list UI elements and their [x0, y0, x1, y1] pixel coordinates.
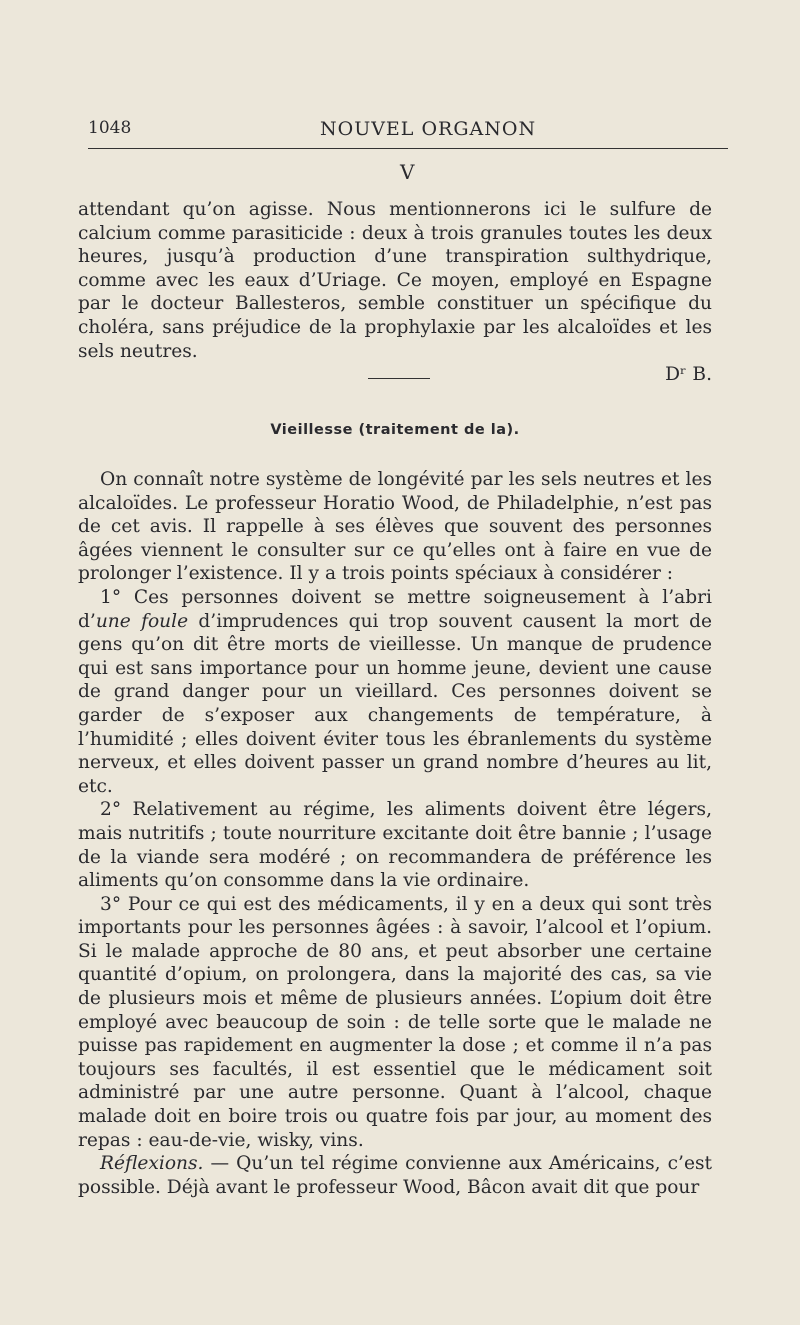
article-body	[78, 468, 712, 1199]
reflexions-label: Réflexions.	[100, 1153, 204, 1175]
continued-text	[78, 198, 712, 387]
author-signature: Dʳ B.	[665, 364, 712, 386]
reflexions-text: — Qu’un tel régime convienne aux Américains, c’est possible. Déjà avant le professeur Wood, Bâcon avait dit que pour	[78, 1153, 712, 1198]
article-heading: Vieillesse (traitement de la).	[270, 422, 520, 438]
point-1-text-start: 1° Ces personnes doivent se mettre soigneusement à l’abri d’	[78, 586, 712, 632]
intro-paragraph: On connaît notre système de longévité par les sels neutres et les alcaloïdes. Le professeur Horatio Wood, de Philadelphie, n’est pas de cet avis. Il rappelle à ses élèves que souvent des personnes âgées viennent le consulter sur ce qu’elles ont à faire en vue de prolonger l’existence. Il y a trois points spéciaux à considérer :	[78, 469, 712, 585]
point-1-paragraph	[78, 586, 712, 798]
point-3-paragraph: 3° Pour ce qui est des médicaments, il y en a deux qui sont très importants pour les personnes âgées : à savoir, l’alcool et l’opium. Si le malade approche de 80 ans, et peut absorber une certaine quantité d’opium, on prolongera, dans la majorité des cas, sa vie de plusieurs mois et même de plusieurs années. L’opium doit être employé avec beaucoup de soin : de telle sorte que le malade ne puisse pas rapidement en augmenter la dose ; et comme il n’a pas toujours ses facultés, il est essentiel que le médicament soit administré par une autre personne. Quant à l’alcool, chaque malade doit en boire trois ou quatre fois par jour, au moment des repas : eau-de-vie, wisky, vins.	[78, 893, 712, 1151]
point-2-paragraph: 2° Relativement au régime, les aliments doivent être légers, mais nutritifs ; toute nourriture excitante doit être bannie ; l’usage de la viande sera modéré ; on recommandera de préférence les aliments qu’on consomme dans la vie ordinaire.	[78, 799, 712, 892]
section-numeral: V	[400, 160, 415, 184]
point-1-text-end: d’imprudences qui trop souvent causent la mort de gens qu’on dit être morts de vieillesse. Un manque de prudence qui est sans importance pour un homme jeune, devient une cause de grand danger pour un vieillard. Ces personnes doivent se garder de s’exposer aux changements de température, à l’humidité ; elles doivent éviter tous les ébranlements du système nerveux, et elles doivent passer un grand nombre d’heures au lit, etc.	[78, 610, 712, 797]
page-number: 1048	[88, 118, 132, 138]
page-header	[88, 112, 728, 152]
continued-paragraph: attendant qu’on agisse. Nous mentionnerons ici le sulfure de calcium comme parasiticide : deux à trois granules toutes les deux heures, jusqu’à production d’une transpiration sulthydrique, comme avec les eaux d’Uriage. Ce moyen, employé en Espagne par le docteur Ballesteros, semble constituer un spécifique du choléra, sans préjudice de la prophylaxie par les alcaloïdes et les sels neutres.	[78, 199, 712, 362]
point-1-emphasis: une foule	[95, 610, 189, 632]
section-divider	[368, 378, 430, 379]
header-rule	[88, 148, 728, 149]
running-title: NOUVEL ORGANON	[320, 118, 537, 140]
reflexions-paragraph	[78, 1152, 712, 1199]
